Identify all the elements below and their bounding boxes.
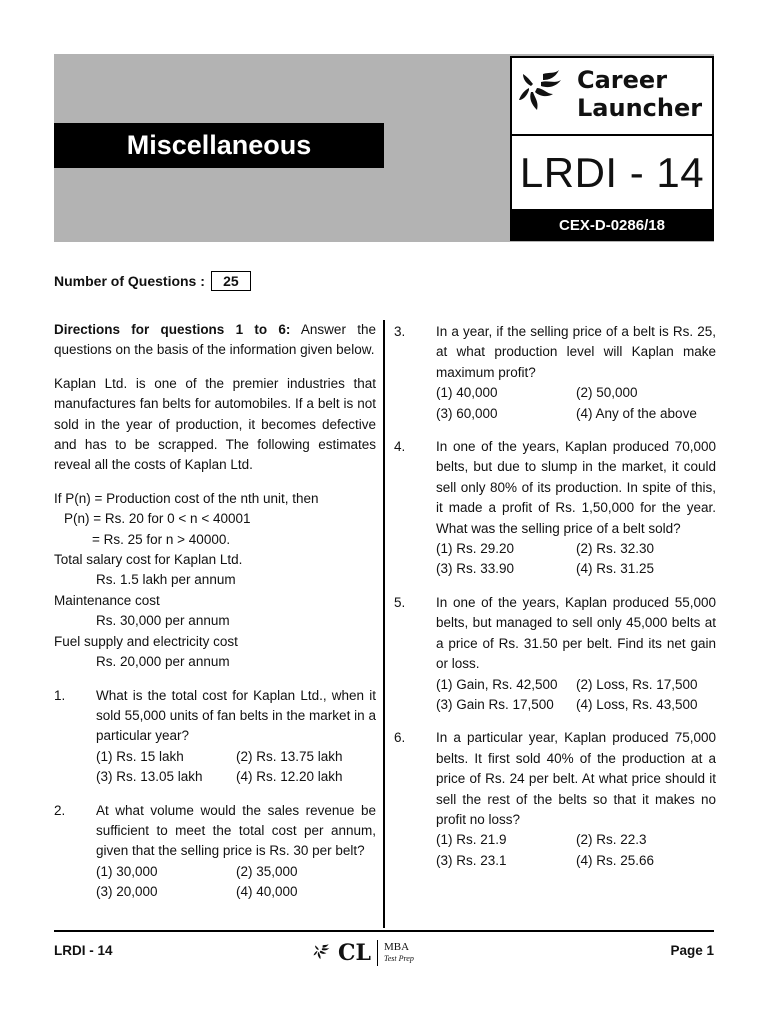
footer-logo-text: CL (338, 940, 371, 966)
cost-line: Fuel supply and electricity cost (54, 633, 238, 649)
question-text: In one of the years, Kaplan produced 55,000 belts, but managed to sell only 45,000 belts at a price of Rs. 31.50 per belt. Find its net gain or loss. (436, 594, 716, 672)
question-3 (394, 322, 716, 424)
question-text: In a year, if the selling price of a belt is Rs. 25, at what production level will Kaplan make maximum profit? (436, 324, 716, 380)
cost-line: Total salary cost for Kaplan Ltd. (54, 552, 243, 568)
cost-line: Rs. 1.5 lakh per annum (96, 572, 236, 588)
footer-test-code: LRDI - 14 (54, 943, 113, 958)
brand-name (577, 66, 702, 122)
option: (1) Gain, Rs. 42,500 (436, 676, 558, 692)
cost-line: P(n) = Rs. 20 for 0 < n < 40001 (64, 511, 251, 527)
question-4 (394, 437, 716, 580)
option: (4) Any of the above (576, 405, 697, 421)
option: (2) Rs. 32.30 (576, 541, 655, 557)
footer-mba-tag: Test Prep (383, 954, 414, 963)
directions-text: Answer the questions on the basis of the information given below. (54, 322, 376, 358)
swirl-logo-icon (312, 942, 334, 964)
question-text: In one of the years, Kaplan produced 70,000 belts, but due to slump in the market, it could sell only 80% of its production. In spite of this, it made a profit of Rs. 1,50,000 for the year. What was the selling price of a belt sold? (436, 439, 716, 536)
option: (3) 20,000 (96, 884, 158, 900)
cost-line: = Rs. 25 for n > 40000. (92, 531, 231, 547)
option: (1) 40,000 (436, 385, 498, 401)
brand-divider (512, 134, 712, 136)
option: (4) 40,000 (236, 884, 298, 900)
question-text: What is the total cost for Kaplan Ltd., when it sold 55,000 units of fan belts in the market in a particular year? (96, 687, 376, 744)
question-2 (54, 801, 376, 903)
question-number: 6. (394, 730, 406, 746)
option: (3) Rs. 33.90 (436, 561, 515, 577)
footer-logo (312, 938, 414, 968)
directions (54, 320, 376, 361)
cost-line: Rs. 30,000 per annum (96, 613, 230, 629)
option: (1) 30,000 (96, 863, 158, 879)
career-launcher-logo (515, 66, 715, 128)
option: (4) Loss, Rs. 43,500 (576, 696, 698, 712)
intro-paragraph: Kaplan Ltd. is one of the premier industries that manufactures fan belts for automobiles. If a belt is not sold in the year of production, it becomes defective and has to be scrapped. The following estimates reveal all the costs of Kaplan Ltd. (54, 375, 376, 473)
option: (3) Rs. 23.1 (436, 852, 507, 868)
column-divider (383, 320, 385, 928)
footer-page-number: Page 1 (670, 943, 714, 958)
right-column (394, 322, 716, 871)
section-title: Miscellaneous (54, 123, 384, 168)
swirl-logo-icon (515, 66, 573, 122)
cost-line: Rs. 20,000 per annum (96, 654, 230, 670)
footer-rule (54, 930, 714, 932)
option: (4) Rs. 25.66 (576, 852, 655, 868)
question-number: 4. (394, 439, 406, 455)
option: (2) 35,000 (236, 863, 298, 879)
option: (2) Rs. 22.3 (576, 832, 647, 848)
question-5 (394, 593, 716, 715)
test-code: LRDI - 14 (519, 149, 705, 196)
footer-logo-mba (384, 942, 414, 964)
question-count-label: Number of Questions : (54, 273, 205, 289)
paper-code: CEX-D-0286/18 (510, 209, 714, 241)
footer-mba-text: MBA (383, 941, 410, 953)
cost-line: Maintenance cost (54, 592, 160, 608)
footer-logo-separator (377, 940, 378, 966)
question-1 (54, 686, 376, 788)
question-number: 2. (54, 802, 66, 818)
option: (1) Rs. 15 lakh (96, 748, 184, 764)
brand-line-1: Career (577, 66, 668, 94)
option: (1) Rs. 21.9 (436, 832, 507, 848)
question-number: 5. (394, 594, 406, 610)
left-column (54, 320, 376, 903)
option: (3) Gain Rs. 17,500 (436, 696, 554, 712)
option: (2) 50,000 (576, 385, 638, 401)
option: (3) 60,000 (436, 405, 498, 421)
option: (4) Rs. 31.25 (576, 561, 655, 577)
brand-line-2: Launcher (577, 94, 703, 122)
option: (1) Rs. 29.20 (436, 541, 515, 557)
question-number: 1. (54, 687, 66, 703)
question-count-value: 25 (211, 271, 251, 291)
question-number: 3. (394, 324, 406, 339)
question-text: At what volume would the sales revenue be sufficient to meet the total cost per annum, given that the selling price is Rs. 30 per belt? (96, 802, 376, 859)
option: (2) Loss, Rs. 17,500 (576, 676, 698, 692)
question-count (54, 271, 251, 291)
question-6 (394, 728, 716, 871)
option: (3) Rs. 13.05 lakh (96, 769, 203, 785)
question-text: In a particular year, Kaplan produced 75,000 belts. It first sold 40% of the production at a price of Rs. 24 per belt. At what price should it sell the rest of the belts so that it makes no profit no loss? (436, 730, 716, 827)
directions-heading: Directions for questions 1 to 6: (54, 322, 291, 337)
option: (2) Rs. 13.75 lakh (236, 748, 343, 764)
option: (4) Rs. 12.20 lakh (236, 769, 343, 785)
cost-line: If P(n) = Production cost of the nth unit, then (54, 490, 319, 506)
